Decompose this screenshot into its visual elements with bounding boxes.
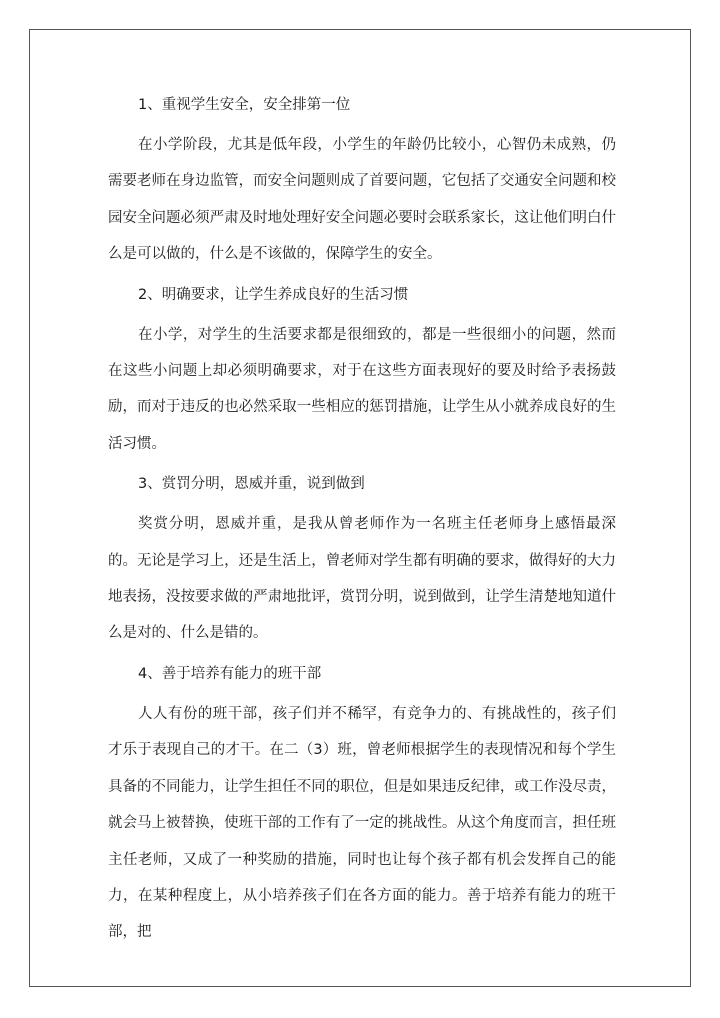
section-heading-3: 3、赏罚分明，恩威并重，说到做到	[138, 476, 365, 493]
section-heading-1: 1、重视学生安全，安全排第一位	[138, 97, 351, 113]
section-paragraph-3: 奖赏分明，恩威并重，是我从曾老师作为一名班主任老师身上感悟最深的。无论是学习上，还是生活上，曾老师对学生都有明确的要求，做得好的大力地表扬，没按要求做的严肃地批评，赏罚分明，说到做到，让学生清楚地知道什么是对的、什么是错的。	[108, 516, 616, 642]
section-paragraph-1: 在小学阶段，尤其是低年段，小学生的年龄仍比较小，心智仍未成熟，仍需要老师在身边监管，而安全问题则成了首要问题，它包括了交通安全问题和校园安全问题必须严肃及时地处理好安全问题必要时会联系家长，这让他们明白什么是可以做的，什么是不该做的，保障学生的安全。	[108, 137, 616, 263]
document-body	[108, 87, 616, 955]
section-heading-4: 4、善于培养有能力的班干部	[138, 665, 322, 682]
section-paragraph-2: 在小学，对学生的生活要求都是很细致的，都是一些很细小的问题，然而在这些小问题上却必须明确要求，对于在这些方面表现好的要及时给予表扬鼓励，而对于违反的也必然采取一些相应的惩罚措施，让学生从小就养成良好的生活习惯。	[108, 326, 616, 452]
section-paragraph-4: 人人有份的班干部，孩子们并不稀罕，有竞争力的、有挑战性的，孩子们才乐于表现自己的才干。在二（3）班，曾老师根据学生的表现情况和每个学生具备的不同能力，让学生担任不同的职位，但是如果违反纪律，或工作没尽责，就会马上被替换，使班干部的工作有了一定的挑战性。从这个角度而言，担任班主任老师，又成了一种奖励的措施，同时也让每个孩子都有机会发挥自己的能力，在某种程度上，从小培养孩子们在各方面的能力。善于培养有能力的班干部，把	[108, 705, 616, 941]
section-heading-2: 2、明确要求，让学生养成良好的生活习惯	[138, 286, 409, 303]
